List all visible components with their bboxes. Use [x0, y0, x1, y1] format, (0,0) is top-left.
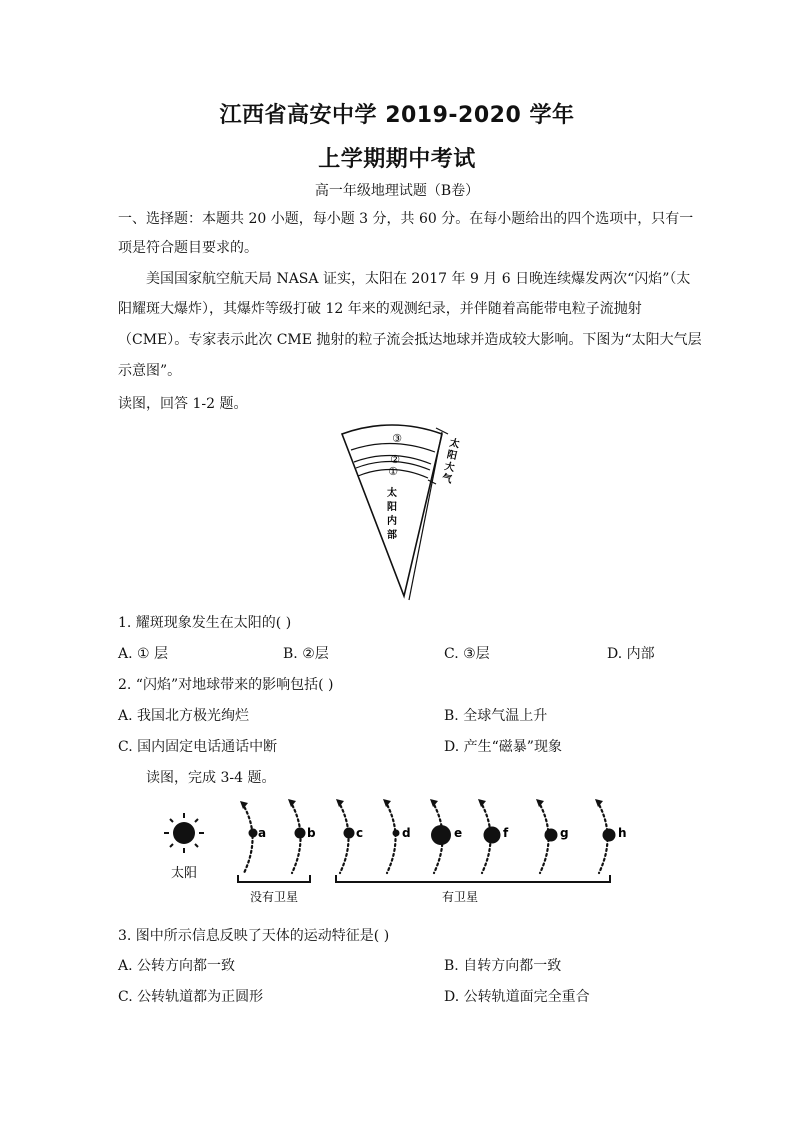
q3-option-a: A. 公转方向都一致 — [118, 958, 236, 974]
bracket-no-moon — [238, 875, 310, 882]
arrow-f-icon — [478, 799, 486, 807]
passage1-instruction: 读图，回答 1-2 题。 — [118, 396, 248, 412]
planet-d — [393, 830, 400, 837]
planet-a — [249, 829, 258, 838]
q3-option-b: B. 自转方向都一致 — [444, 958, 562, 974]
planet-g — [545, 829, 558, 842]
passage1-line2: 阳耀斑大爆炸），其爆炸等级打破 12 年来的观测纪录，并伴随着高能带电粒子流抛射 — [118, 301, 642, 317]
q3-option-c: C. 公转轨道都为正圆形 — [118, 989, 264, 1005]
q3-option-d: D. 公转轨道面完全重合 — [444, 989, 590, 1005]
arrow-g-icon — [536, 799, 544, 807]
interior-label-3: 内 — [387, 516, 397, 527]
planet-h-label: h — [618, 826, 627, 840]
planet-g-label: g — [560, 826, 569, 840]
q2-option-c: C. 国内固定电话通话中断 — [118, 739, 278, 755]
exam-subtitle: 高一年级地理试题（B卷） — [314, 183, 480, 199]
section-instruction-line1: 一、选择题：本题共 20 小题，每小题 3 分，共 60 分。在每小题给出的四个选项中，只有一 — [118, 211, 694, 227]
q1-option-a: A. ① 层 — [118, 646, 169, 662]
passage1-line4: 示意图”。 — [118, 363, 182, 379]
q2-stem: 2. “闪焰”对地球带来的影响包括( ) — [118, 677, 334, 693]
solar-atmosphere-diagram — [330, 420, 460, 605]
bracket-with-moon — [336, 875, 610, 882]
group-no-moon-label: 没有卫星 — [249, 890, 299, 904]
atmosphere-label-3: 大 — [443, 461, 456, 474]
passage2-instruction: 读图，完成 3-4 题。 — [146, 770, 276, 786]
group-with-moon-label: 有卫星 — [441, 890, 479, 904]
atmosphere-label-4: 气 — [440, 472, 453, 486]
page-subtitle-line2: 上学期期中考试 — [318, 147, 476, 172]
passage1-line3: （CME）。专家表示此次 CME 抛射的粒子流会抵达地球并造成较大影响。下图为“太阳大气层 — [118, 332, 702, 348]
q2-option-a: A. 我国北方极光绚烂 — [118, 708, 250, 724]
planet-e — [431, 825, 451, 845]
q2-option-d: D. 产生“磁暴”现象 — [444, 739, 562, 755]
layer-1-label: ① — [388, 465, 398, 478]
planet-c-label: c — [356, 826, 364, 840]
sun-label: 太阳 — [170, 866, 198, 881]
q2-option-b: B. 全球气温上升 — [444, 708, 548, 724]
arrow-b-icon — [288, 799, 296, 807]
solar-system-diagram — [160, 795, 640, 910]
section-instruction-line2: 项是符合题目要求的。 — [118, 240, 258, 256]
atmosphere-label-1: 太 — [448, 437, 460, 451]
orbit-d — [385, 801, 396, 873]
arrow-c-icon — [336, 799, 344, 807]
arrow-a-icon — [240, 801, 248, 809]
planet-e-label: e — [454, 826, 463, 840]
layer-2-label: ② — [390, 453, 400, 466]
atmosphere-label-2: 阳 — [445, 449, 458, 463]
orbit-a — [242, 803, 253, 873]
interior-label-2: 阳 — [387, 502, 397, 513]
planet-f — [484, 827, 501, 844]
q1-option-b: B. ②层 — [283, 646, 329, 662]
q1-option-d: D. 内部 — [607, 646, 655, 662]
q1-option-c: C. ③层 — [444, 646, 490, 662]
arrow-e-icon — [430, 799, 438, 807]
planet-c — [344, 828, 355, 839]
layer-3-label: ③ — [392, 432, 402, 445]
page-title: 江西省高安中学 2019-2020 学年 — [219, 103, 575, 128]
planet-b-label: b — [307, 826, 316, 840]
planet-h — [603, 829, 616, 842]
planet-f-label: f — [503, 826, 509, 840]
planet-a-label: a — [258, 826, 267, 840]
q3-stem: 3. 图中所示信息反映了天体的运动特征是( ) — [118, 928, 390, 944]
arrow-d-icon — [383, 799, 391, 807]
arrow-h-icon — [595, 799, 603, 807]
interior-label-4: 部 — [387, 530, 397, 541]
interior-label-1: 太 — [387, 488, 397, 499]
planet-b — [295, 828, 306, 839]
passage1-line1: 美国国家航空航天局 NASA 证实，太阳在 2017 年 9 月 6 日晚连续爆发两次“闪焰”（太 — [146, 271, 691, 287]
planet-d-label: d — [402, 826, 411, 840]
sun-icon — [164, 813, 204, 853]
q1-stem: 1. 耀斑现象发生在太阳的( ) — [118, 615, 292, 631]
